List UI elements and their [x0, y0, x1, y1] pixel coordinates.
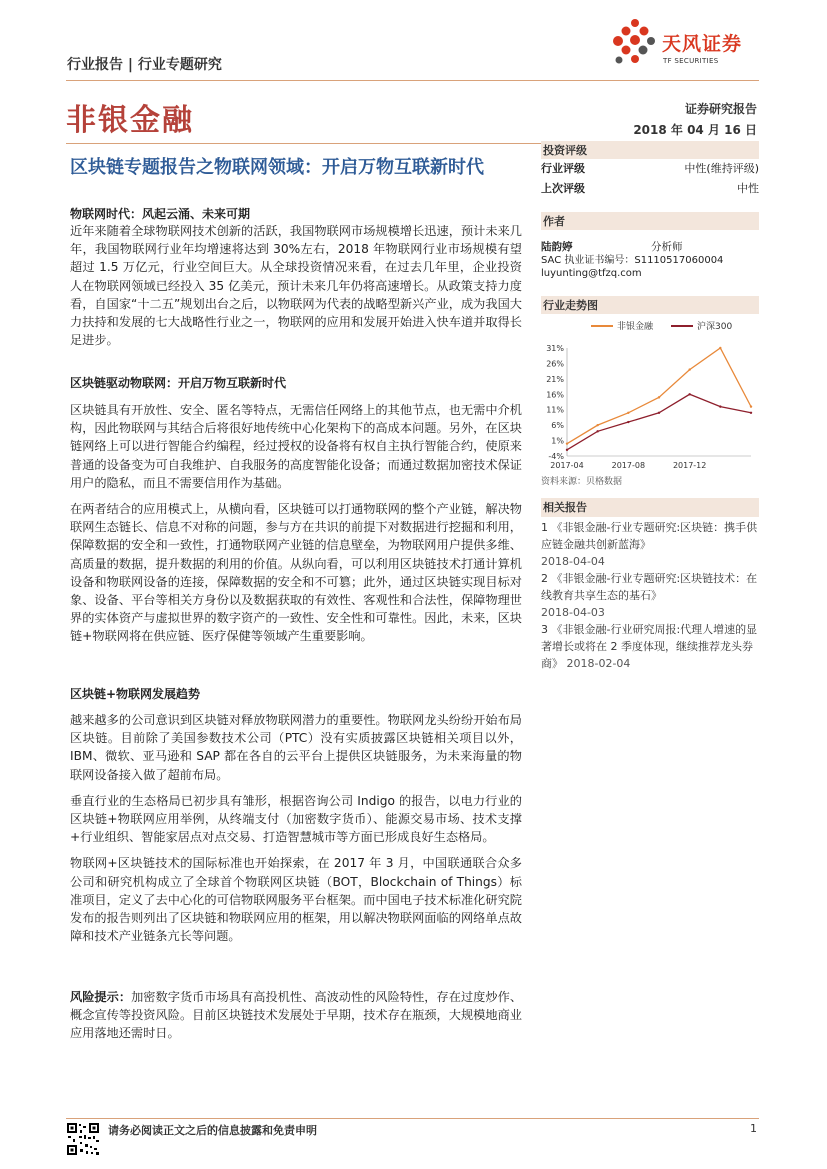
related-item[interactable]: [541, 519, 759, 570]
y-tick-label: 31%: [546, 344, 564, 353]
header-divider: [66, 80, 759, 81]
rating-panel: [541, 141, 759, 199]
data-point: [719, 347, 721, 349]
data-point: [688, 368, 690, 370]
data-point: [596, 424, 598, 426]
data-point: [719, 405, 721, 407]
author-heading: 作者: [541, 212, 759, 230]
report-date: 2018 年 04 月 16 日: [633, 123, 757, 137]
paragraph: 物联网+区块链技术的国际标准也开始探索，在 2017 年 3 月，中国联通联合众多公司和研究机构成立了全球首个物联网区块链（BOT，Blockchain of Things）标准项目，定义了去中心化的可信物联网服务平台框架。而中国电子技术标准化研究院发布的报告则列出了区块链和物联网应用的框架，用以解决物联网面临的网络单点故障和技术产业链条亢长等问题。: [70, 856, 522, 944]
related-heading: 相关报告: [541, 498, 759, 517]
section-heading: 物联网时代：风起云涌、未来可期: [70, 207, 251, 221]
y-tick-label: 26%: [546, 359, 564, 369]
data-point: [627, 421, 629, 423]
x-tick-label: 2017-08: [611, 461, 646, 470]
logo-subtext: TF SECURITIES: [663, 57, 719, 65]
paragraph: 近年来随着全球物联网技术创新的活跃，我国物联网市场规模增长迅速，预计未来几年，我国物联网行业年均增速将达到 30%左右，2018 年物联网行业市场规模有望超过 1.5 万亿元，行业空间巨大。从全球投资情况来看，在过去几年里，企业投资人在物联网领域已经投入 35 亿美元，预计未来几年仍将高速增长。从政策支持力度看，自国家“十二五”规划出台之后，以物联网为代表的战略型新兴产业，成为我国大力扶持和发展的七大战略性行业之一，物联网的应用和发展开始进入快车道并取得长足进步。: [70, 224, 522, 348]
footer-disclaimer: 请务必阅读正文之后的信息披露和免责申明: [108, 1124, 317, 1137]
data-point: [627, 412, 629, 414]
data-point: [750, 412, 752, 414]
rating-row: [541, 159, 759, 179]
rating-heading: 投资评级: [541, 141, 759, 159]
x-tick-label: 2017-04: [550, 461, 584, 470]
report-title: 区块链专题报告之物联网领域：开启万物互联新时代: [70, 157, 484, 178]
y-tick-label: 16%: [546, 390, 564, 400]
rating-value: 中性(维持评级): [684, 162, 759, 175]
related-item[interactable]: [541, 621, 759, 672]
logo-mark-icon: [610, 17, 660, 69]
section-body: [70, 222, 522, 355]
trend-heading: 行业走势图: [541, 296, 759, 314]
legend-label: 非银金融: [617, 322, 654, 332]
related-panel: [541, 498, 759, 672]
y-tick-label: 1%: [551, 436, 564, 446]
company-logo: [610, 17, 760, 72]
rating-label: 上次评级: [541, 182, 585, 195]
section-body: [70, 711, 522, 951]
sector-title: 非银金融: [66, 103, 194, 138]
data-point: [566, 449, 568, 451]
related-title[interactable]: 3 《非银金融-行业研究周报:代理人增速的显著增长或将在 2 季度体现，继续推荐龙头券商》: [541, 623, 758, 670]
breadcrumb: 行业报告 | 行业专题研究: [67, 57, 222, 73]
author-name: 陆韵婷: [541, 241, 573, 253]
author-panel: [541, 212, 759, 280]
y-tick-label: 6%: [551, 421, 564, 431]
series-line: [567, 348, 751, 444]
logo-text: 天风证券: [662, 33, 743, 55]
section-body: [70, 401, 522, 652]
data-point: [658, 412, 660, 414]
y-tick-label: 21%: [546, 374, 564, 384]
data-point: [596, 430, 598, 432]
y-tick-label: 11%: [546, 405, 564, 415]
author-email[interactable]: luyunting@tfzq.com: [541, 268, 642, 279]
report-type: 证券研究报告: [684, 102, 757, 116]
section-heading: 区块链+物联网发展趋势: [70, 687, 201, 701]
data-point: [688, 393, 690, 395]
author-sac: SAC 执业证书编号：S1110517060004: [541, 255, 724, 266]
related-title[interactable]: 2 《非银金融-行业专题研究:区块链技术：在线教育共享生态的基石》: [541, 572, 758, 602]
risk-text: 加密数字货币市场具有高投机性、高波动性的风险特性，存在过度炒作、概念宣传等投资风险。目前区块链技术发展处于早期，技术存在瓶颈，大规模地商业应用落地还需时日。: [70, 990, 523, 1041]
trend-chart: [541, 314, 759, 474]
paragraph: 垂直行业的生态格局已初步具有雏形，根据咨询公司 Indigo 的报告，以电力行业的区块链+物联网应用举例，从终端支付（加密数字货币）、能源交易市场、技术支撑+行业组织、智能家居点对点交易、打造智慧城市等方面已形成良好生态格局。: [70, 793, 522, 845]
paragraph: 越来越多的公司意识到区块链对释放物联网潜力的重要性。物联网龙头纷纷开始布局区块链。目前除了美国参数技术公司（PTC）没有实质披露区块链相关项目以外，IBM、微软、亚马逊和 SAP 都在各自的云平台上提供区块链服务，为未来海量的物联网设备接入做了超前布局。: [70, 713, 522, 782]
qr-code-icon: [66, 1122, 100, 1156]
data-point: [658, 396, 660, 398]
author-row: [541, 240, 759, 254]
page-number: 1: [750, 1122, 757, 1135]
rating-value: 中性: [737, 182, 759, 195]
paragraph: 在两者结合的应用模式上，从横向看，区块链可以打通物联网的整个产业链，解决物联网生态链长、信息不对称的问题，参与方在共识的前提下对数据进行挖掘和利用，保障数据的安全和一致性，打通物联网产业链的信息壁垒，为物联网用户提供多维、高质量的数据，提升数据的利用的价值。从纵向看，可以利用区块链技术打通计算机设备和物联网设备的连接，保障数据的安全和不可篡；此外，通过区块链实现目标对象、设备、平台等相关方身份以及数据获取的有效性、客观性和合法性，保障物理世界的实体资产与虚拟世界的数字资产的一致性、安全性和可靠性。因此，未来，区块链+物联网将在供应链、医疗保健等领域产生重要影响。: [70, 502, 522, 644]
rating-row: [541, 179, 759, 199]
risk-label: 风险提示：: [70, 990, 132, 1004]
related-date: 2018-04-04: [541, 555, 605, 568]
risk-section: [70, 988, 522, 1049]
data-point: [566, 442, 568, 444]
related-date: 2018-02-04: [566, 657, 631, 670]
x-tick-label: 2017-12: [672, 461, 707, 470]
related-title[interactable]: 1 《非银金融-行业专题研究:区块链：携手供应链金融共创新蓝海》: [541, 521, 758, 551]
paragraph: 区块链具有开放性、安全、匿名等特点，无需信任网络上的其他节点，也无需中介机构，因此物联网与其结合后将很好地传统中心化架构下的高成本问题。另外，在区块链网络上可以进行智能合约编程，经过授权的设备将有权自主执行智能合约，使原来普通的设备变为可自我维护、自我服务的高度智能化设备；而通过数据加密技术保证用户的隐私，而且不需要信用作为基础。: [70, 403, 522, 490]
related-item[interactable]: [541, 570, 759, 621]
data-point: [750, 405, 752, 407]
footer-divider: [66, 1118, 759, 1119]
legend-label: 沪深300: [697, 322, 733, 332]
trend-panel: [541, 296, 759, 487]
y-tick-label: -4%: [548, 452, 564, 461]
chart-source: 资料来源：贝格数据: [541, 477, 623, 487]
rating-label: 行业评级: [541, 162, 585, 175]
section-heading: 区块链驱动物联网：开启万物互联新时代: [70, 376, 287, 390]
related-date: 2018-04-03: [541, 606, 605, 619]
author-role: 分析师: [651, 241, 683, 253]
series-line: [567, 394, 751, 450]
